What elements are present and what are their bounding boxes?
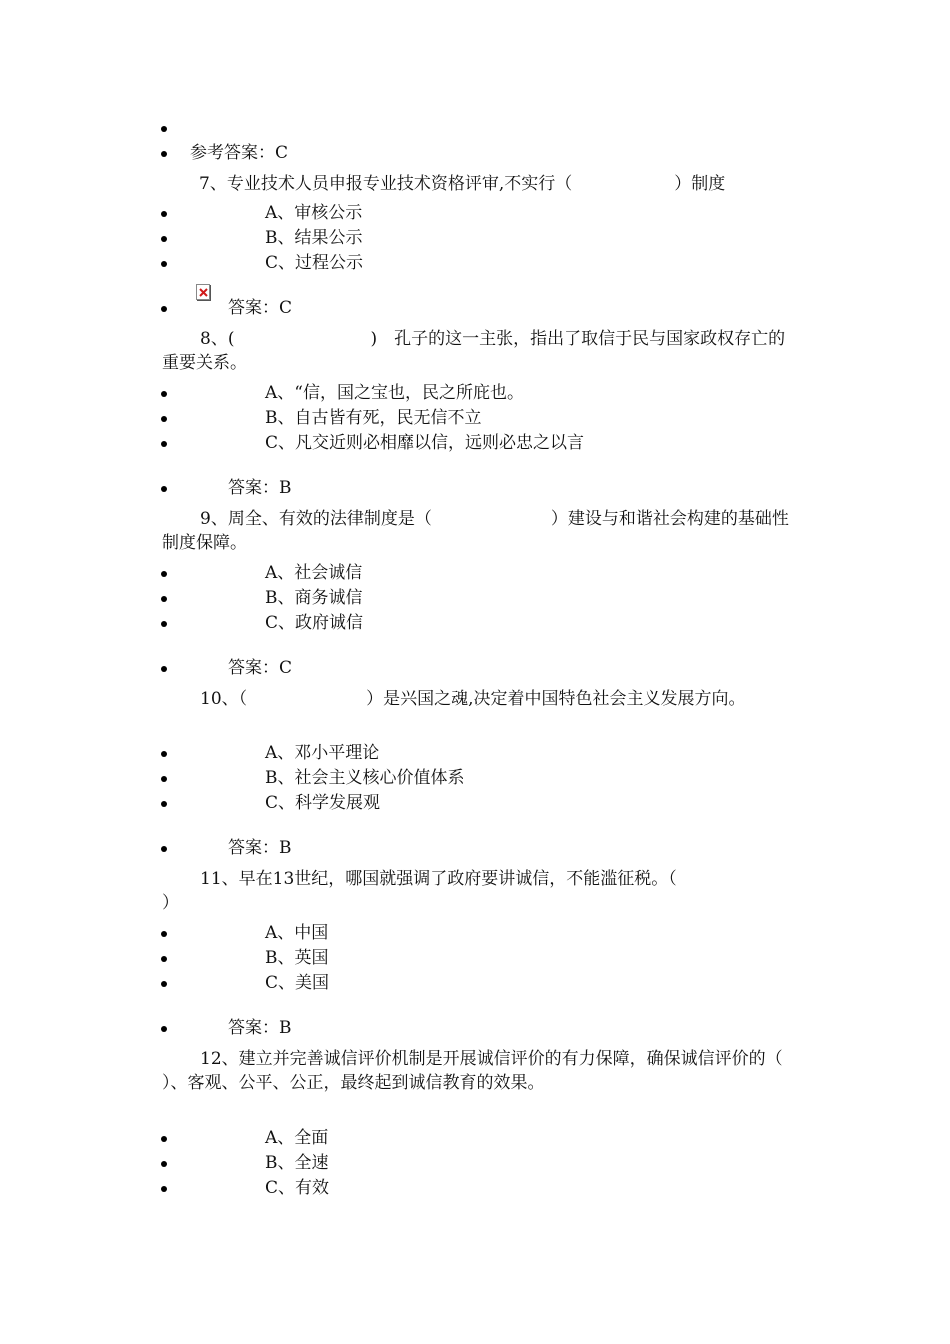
option-b: B、自古皆有死，民无信不立 xyxy=(265,408,482,428)
option-b: B、全速 xyxy=(265,1153,329,1173)
question-9: 9、周全、有效的法律制度是（ ）建设与和谐社会构建的基础性制度保障。 xyxy=(162,509,789,553)
answer-text: 答案：C xyxy=(228,658,293,678)
list-bullet xyxy=(161,391,167,397)
option-c: C、过程公示 xyxy=(265,253,364,273)
option-c: C、美国 xyxy=(265,973,330,993)
list-bullet xyxy=(161,621,167,627)
option-a: A、全面 xyxy=(265,1128,329,1148)
option-b: B、结果公示 xyxy=(265,228,363,248)
question-11: 11、早在13世纪，哪国就强调了政府要讲诚信，不能滥征税。（ ） xyxy=(162,869,796,913)
list-bullet xyxy=(161,1161,167,1167)
list-bullet xyxy=(161,981,167,987)
question-12: 12、建立并完善诚信评价机制是开展诚信评价的有力保障，确保诚信评价的（ ）、客观、公平、公正，最终起到诚信教育的效果。 xyxy=(162,1049,936,1093)
list-bullet xyxy=(161,306,167,312)
answer-text: 答案：B xyxy=(228,1018,292,1038)
option-a: A、审核公示 xyxy=(265,203,363,223)
list-bullet xyxy=(161,801,167,807)
option-a: A、邓小平理论 xyxy=(265,743,380,763)
question-10: 10、（ ）是兴国之魂,决定着中国特色社会主义发展方向。 xyxy=(200,689,746,709)
list-bullet xyxy=(161,776,167,782)
option-b: B、英国 xyxy=(265,948,329,968)
list-bullet xyxy=(161,571,167,577)
list-bullet xyxy=(161,1186,167,1192)
list-bullet xyxy=(161,596,167,602)
list-bullet xyxy=(161,666,167,672)
question-8: 8、( ) 孔子的这一主张，指出了取信于民与国家政权存亡的重要关系。 xyxy=(162,329,786,373)
option-b: B、社会主义核心价值体系 xyxy=(265,768,465,788)
list-bullet xyxy=(161,211,167,217)
option-a: A、“信，国之宝也，民之所庇也。 xyxy=(265,383,524,403)
question-7: 7、专业技术人员申报专业技术资格评审,不实行（ ）制度 xyxy=(199,174,726,194)
list-bullet xyxy=(161,261,167,267)
option-c: C、凡交近则必相靡以信，远则必忠之以言 xyxy=(265,433,585,453)
list-bullet xyxy=(161,751,167,757)
list-bullet xyxy=(161,931,167,937)
list-bullet xyxy=(161,1026,167,1032)
option-a: A、社会诚信 xyxy=(265,563,363,583)
option-b: B、商务诚信 xyxy=(265,588,363,608)
list-bullet xyxy=(161,126,167,132)
list-bullet xyxy=(161,151,167,157)
list-bullet xyxy=(161,236,167,242)
list-bullet xyxy=(161,486,167,492)
option-c: C、科学发展观 xyxy=(265,793,381,813)
list-bullet xyxy=(161,956,167,962)
broken-image-icon xyxy=(196,284,210,300)
list-bullet xyxy=(161,416,167,422)
option-a: A、中国 xyxy=(265,923,329,943)
answer-text: 参考答案：C xyxy=(190,143,289,163)
list-bullet xyxy=(161,441,167,447)
option-c: C、有效 xyxy=(265,1178,330,1198)
answer-text: 答案：B xyxy=(228,838,292,858)
option-c: C、政府诚信 xyxy=(265,613,364,633)
answer-text: 答案：C xyxy=(228,298,293,318)
list-bullet xyxy=(161,846,167,852)
list-bullet xyxy=(161,1136,167,1142)
answer-text: 答案：B xyxy=(228,478,292,498)
